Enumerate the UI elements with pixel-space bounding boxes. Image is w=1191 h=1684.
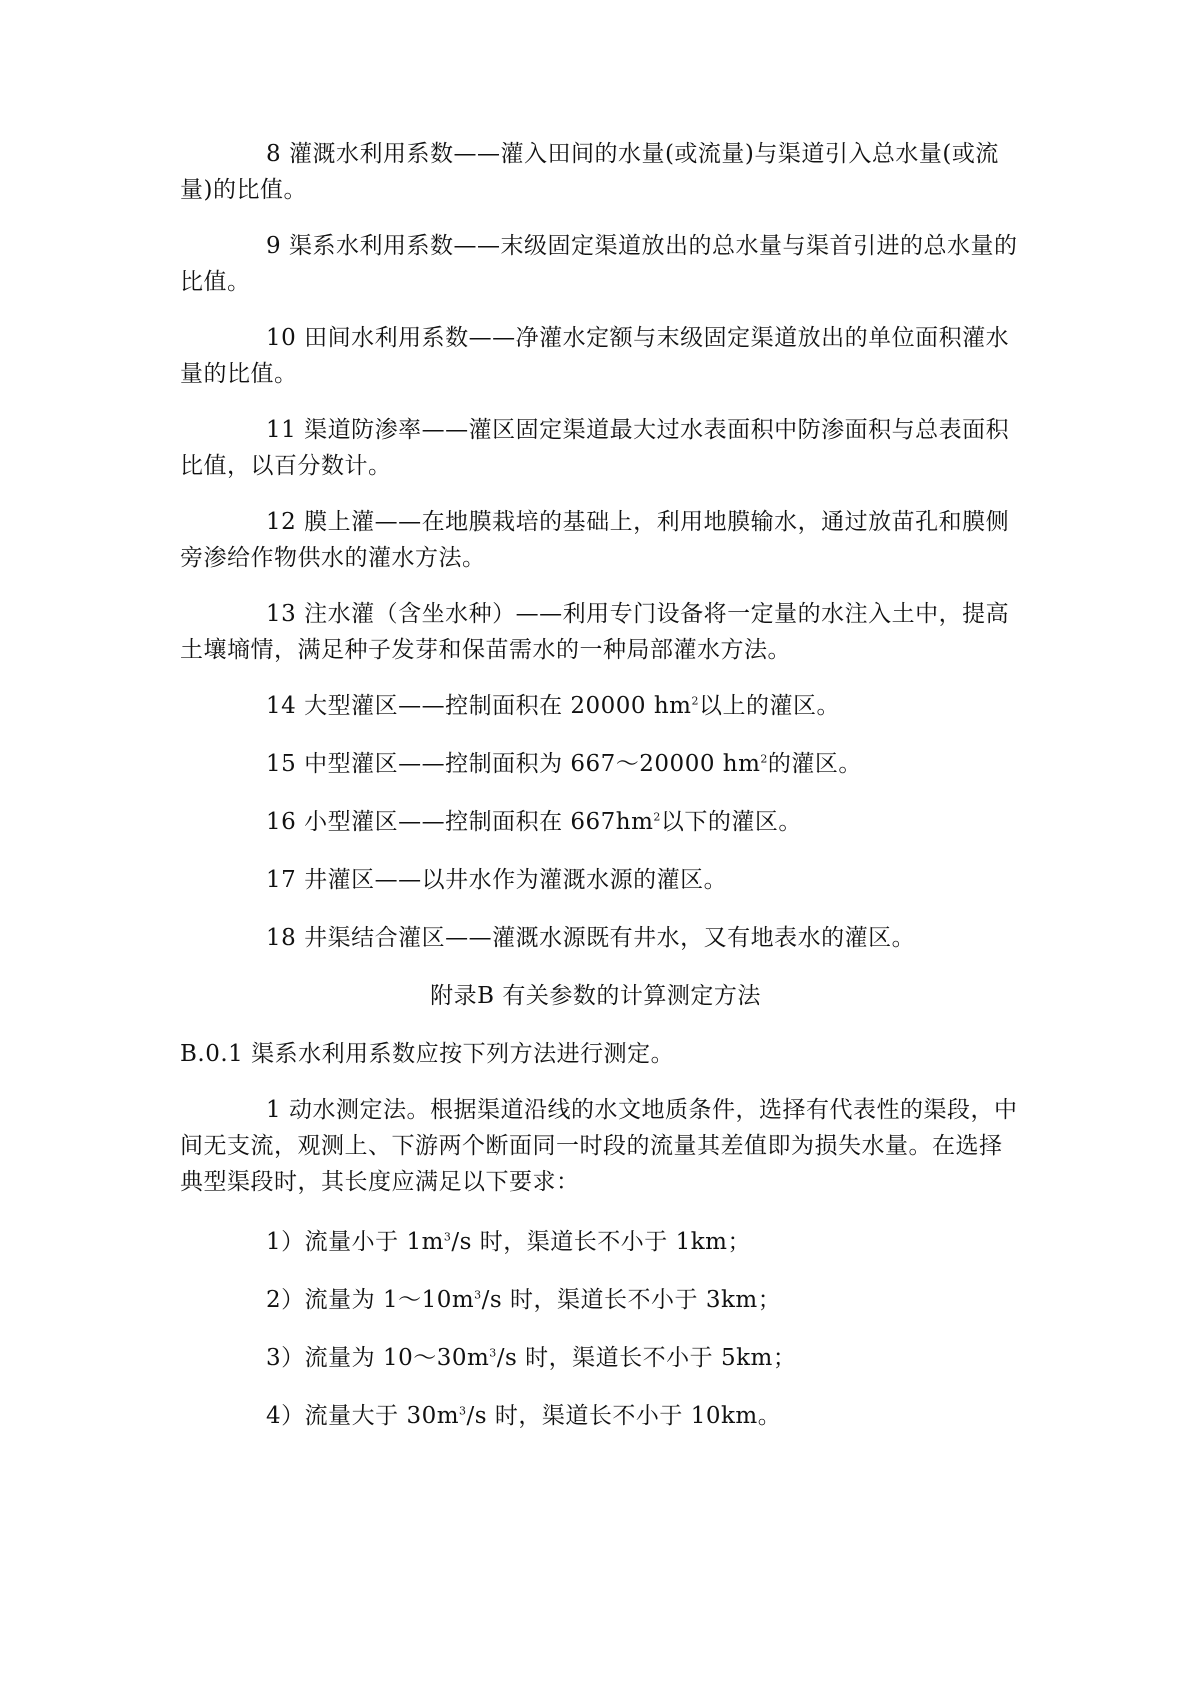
requirement-1 <box>266 1224 751 1260</box>
requirement-2-text: 2）流量为 1～10m <box>266 1287 475 1313</box>
definition-16-text-end: 以下的灌区。 <box>660 809 802 835</box>
definition-16 <box>266 804 802 840</box>
requirement-2-exponent: 3 <box>474 1288 482 1302</box>
definition-16-exponent: 2 <box>653 810 661 824</box>
requirement-3 <box>266 1340 796 1376</box>
requirement-4 <box>266 1398 781 1434</box>
appendix-title: 附录B 有关参数的计算测定方法 <box>430 983 761 1009</box>
definition-13: 13 注水灌（含坐水种）——利用专门设备将一定量的水注入土中，提高土壤墒情，满足种子发芽和保苗需水的一种局部灌水方法。 <box>180 601 1010 663</box>
requirement-3-exponent: 3 <box>489 1346 497 1360</box>
requirement-1-text: 1）流量小于 1m <box>266 1229 444 1255</box>
definition-8: 8 灌溉水利用系数——灌入田间的水量(或流量)与渠道引入总水量(或流量)的比值。 <box>180 141 999 203</box>
definition-14-text-end: 以上的灌区。 <box>699 693 840 719</box>
clause-b-0-1: B.0.1 渠系水利用系数应按下列方法进行测定。 <box>180 1041 675 1067</box>
definition-9: 9 渠系水利用系数——末级固定渠道放出的总水量与渠首引进的总水量的比值。 <box>180 233 1018 295</box>
definition-15-exponent: 2 <box>760 752 768 766</box>
requirement-1-text-end: /s 时，渠道长不小于 1km； <box>451 1229 751 1255</box>
definition-14 <box>266 688 840 724</box>
requirement-2 <box>266 1282 781 1318</box>
requirement-3-text-end: /s 时，渠道长不小于 5km； <box>496 1345 797 1371</box>
requirement-2-text-end: /s 时，渠道长不小于 3km； <box>481 1287 782 1313</box>
definition-14-text: 14 大型灌区——控制面积在 20000 hm <box>266 693 692 719</box>
requirement-1-exponent: 3 <box>443 1230 452 1244</box>
definition-11: 11 渠道防渗率——灌区固定渠道最大过水表面积中防渗面积与总表面积比值，以百分数计。 <box>180 417 1010 479</box>
requirement-4-text: 4）流量大于 30m <box>266 1403 460 1429</box>
requirement-3-text: 3）流量为 10～30m <box>266 1345 490 1371</box>
definition-10: 10 田间水利用系数——净灌水定额与末级固定渠道放出的单位面积灌水量的比值。 <box>180 325 1010 387</box>
definition-15-text-end: 的灌区。 <box>767 751 862 777</box>
requirement-4-exponent: 3 <box>459 1404 467 1418</box>
requirement-4-text-end: /s 时，渠道长不小于 10km。 <box>466 1403 782 1429</box>
definition-18: 18 井渠结合灌区——灌溉水源既有井水，又有地表水的灌区。 <box>266 925 916 951</box>
dynamic-water-method: 1 动水测定法。根据渠道沿线的水文地质条件，选择有代表性的渠段，中间无支流，观测上、下游两个断面同一时段的流量其差值即为损失水量。在选择典型渠段时，其长度应满足以下要求： <box>180 1097 1018 1195</box>
definition-15 <box>266 746 862 782</box>
definition-14-exponent: 2 <box>691 694 699 708</box>
definition-15-text: 15 中型灌区——控制面积为 667～20000 hm <box>266 751 761 777</box>
definition-12: 12 膜上灌——在地膜栽培的基础上，利用地膜输水，通过放苗孔和膜侧旁渗给作物供水的灌水方法。 <box>180 509 1010 571</box>
definition-16-text: 16 小型灌区——控制面积在 667hm <box>266 809 654 835</box>
definition-17: 17 井灌区——以井水作为灌溉水源的灌区。 <box>266 867 728 893</box>
